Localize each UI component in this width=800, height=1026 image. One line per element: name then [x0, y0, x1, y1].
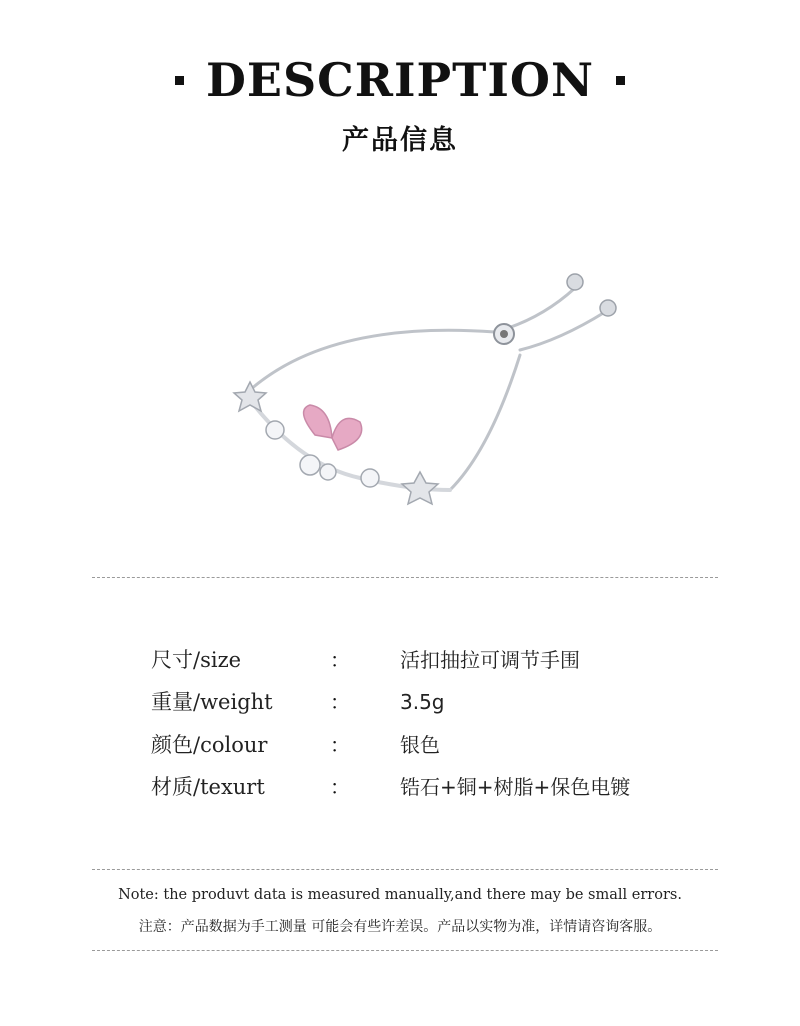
crystal-3: [300, 455, 320, 475]
title-dot-left: [175, 76, 184, 85]
spec-value: 银色: [400, 733, 440, 757]
divider-middle: [92, 869, 718, 870]
slider-bead-hole: [500, 330, 508, 338]
chain-upper: [250, 330, 495, 390]
page-subtitle: 产品信息: [342, 125, 458, 156]
spec-row-texture: [0, 767, 800, 807]
spec-label: 材质/texurt: [151, 775, 265, 799]
page-title: DESCRIPTION: [206, 53, 594, 107]
spec-value: 锆石+铜+树脂+保色电镀: [400, 775, 631, 799]
spec-value: 活扣抽拉可调节手围: [400, 648, 580, 672]
spec-row-size: [0, 640, 800, 680]
end-ball-2: [600, 300, 616, 316]
spec-row-weight: [0, 682, 800, 722]
crystal-4: [320, 464, 336, 480]
note-chinese: 注意：产品数据为手工测量 可能会有些许差误。产品以实物为准，详情请咨询客服。: [138, 919, 662, 935]
butterfly-wing-left: [304, 405, 332, 438]
spec-colon: ：: [330, 775, 350, 799]
star-charm-left: [234, 382, 266, 411]
divider-bottom: [92, 950, 718, 951]
spec-label: 颜色/colour: [151, 733, 268, 757]
spec-value: 3.5g: [400, 690, 445, 714]
title-row: [0, 52, 800, 108]
bracelet-photo: [220, 250, 650, 530]
spec-label: 重量/weight: [151, 690, 273, 714]
spec-colon: ：: [330, 733, 350, 757]
note-english: Note: the produvt data is measured manually,and there may be small errors.: [118, 887, 682, 903]
spec-row-colour: [0, 725, 800, 765]
star-charm-right: [402, 472, 438, 504]
spec-colon: ：: [330, 690, 350, 714]
title-dot-right: [616, 76, 625, 85]
chain-lower: [450, 355, 520, 490]
spec-colon: ：: [330, 648, 350, 672]
crystal-1: [266, 421, 284, 439]
spec-label: 尺寸/size: [151, 648, 242, 672]
crystal-2: [361, 469, 379, 487]
divider-top: [92, 577, 718, 578]
butterfly-wing-right: [332, 418, 362, 450]
end-ball-1: [567, 274, 583, 290]
